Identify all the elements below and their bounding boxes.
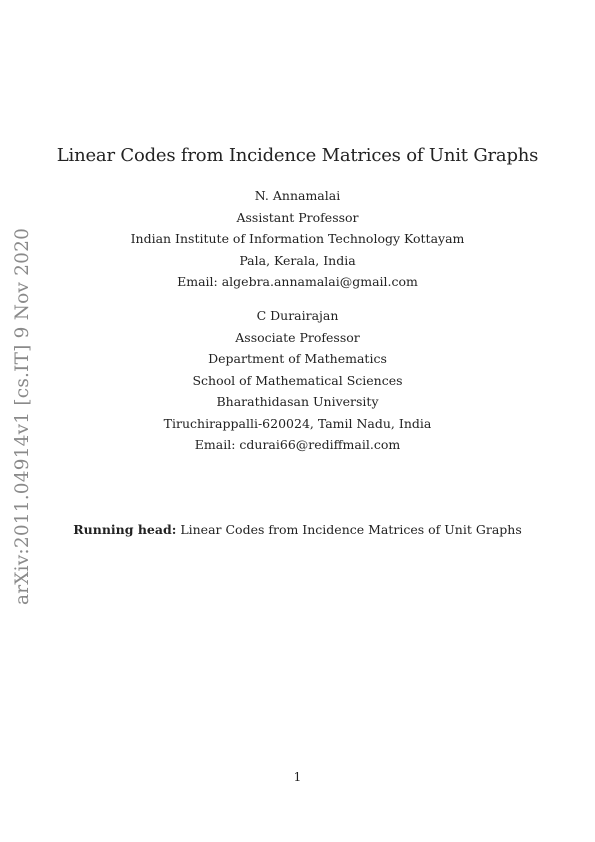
author-2-university: Bharathidasan University xyxy=(216,394,379,409)
author-1-institution: Indian Institute of Information Technology Kottayam xyxy=(130,231,465,246)
running-head xyxy=(0,520,595,540)
running-head-text: Linear Codes from Incidence Matrices of Unit Graphs xyxy=(180,522,522,537)
author-2-name: C Durairajan xyxy=(256,308,339,323)
author-2-email: Email: cdurai66@rediffmail.com xyxy=(194,437,401,452)
author-block-1 xyxy=(0,185,595,293)
author-1-location: Pala, Kerala, India xyxy=(239,252,356,268)
author-2-location: Tiruchirappalli-620024, Tamil Nadu, India xyxy=(163,415,432,431)
arxiv-stamp: arXiv:2011.04914v1 [cs.IT] 9 Nov 2020 xyxy=(12,227,33,605)
paper-title: Linear Codes from Incidence Matrices of Unit Graphs xyxy=(56,145,539,166)
author-2-department: Department of Mathematics xyxy=(208,351,387,366)
author-1-name: N. Annamalai xyxy=(254,188,341,203)
running-head-label: Running head: xyxy=(73,522,177,537)
author-1-position: Assistant Professor xyxy=(236,209,359,225)
author-2-school: School of Mathematical Sciences xyxy=(192,372,403,388)
page-number: 1 xyxy=(293,770,302,784)
author-block-2 xyxy=(0,305,595,456)
author-1-email: Email: algebra.annamalai@gmail.com xyxy=(177,274,418,289)
author-2-position: Associate Professor xyxy=(235,329,360,345)
